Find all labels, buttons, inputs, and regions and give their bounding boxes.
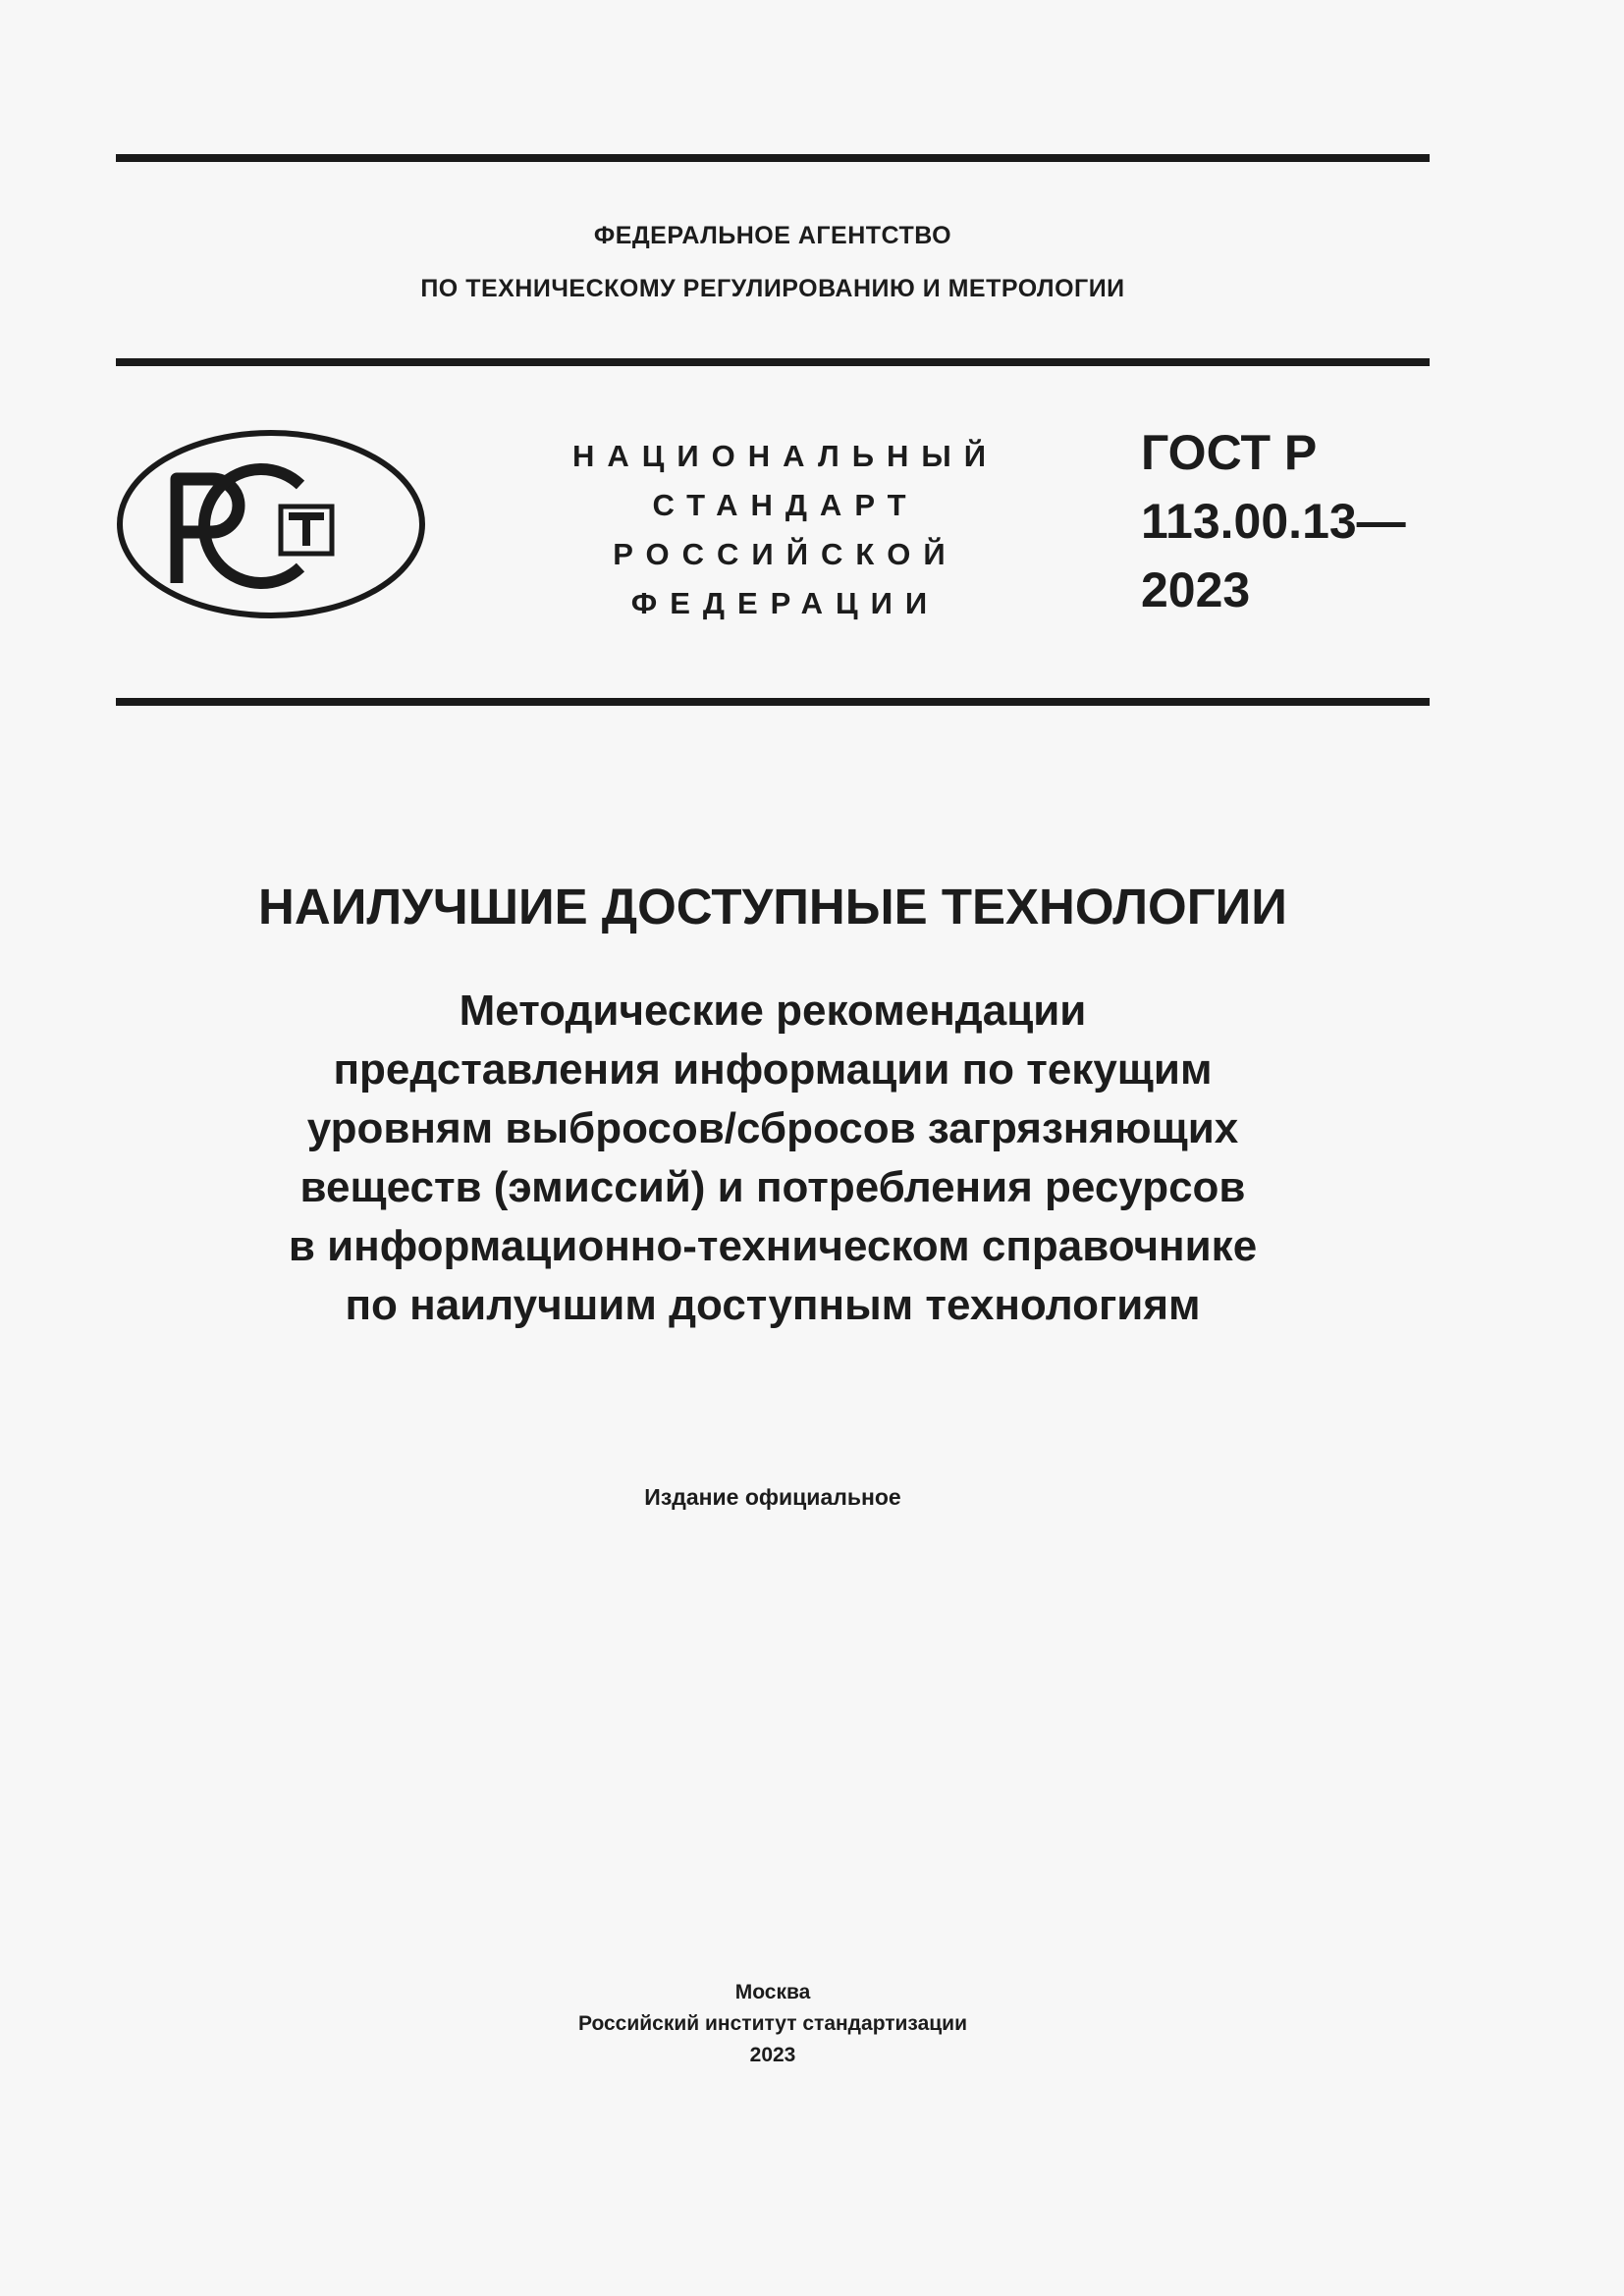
subtitle-line: по наилучшим доступным технологиям: [345, 1281, 1201, 1329]
document-title: НАИЛУЧШИЕ ДОСТУПНЫЕ ТЕХНОЛОГИИ: [258, 879, 1287, 934]
subtitle-line: Методические рекомендации: [459, 987, 1087, 1035]
national-standard-line: ФЕДЕРАЦИИ: [630, 586, 941, 620]
imprint-year: 2023: [749, 2044, 796, 2066]
edition-label: Издание официальное: [644, 1484, 901, 1510]
national-standard-line: СТАНДАРТ: [652, 488, 919, 522]
section-rule: [116, 698, 1430, 706]
imprint-publisher: Российский институт стандартизации: [577, 2012, 968, 2035]
document-subtitle: [116, 982, 1430, 1335]
national-standard-line: НАЦИОНАЛЬНЫЙ: [571, 439, 1000, 473]
agency-name-line-2: ПО ТЕХНИЧЕСКОМУ РЕГУЛИРОВАНИЮ И МЕТРОЛОГИИ: [420, 275, 1125, 302]
designation-line: 113.00.13—: [1141, 494, 1406, 549]
designation-line: ГОСТ Р: [1141, 425, 1318, 480]
standard-designation: [1141, 418, 1406, 624]
imprint-city: Москва: [734, 1981, 811, 2003]
header-rule: [116, 358, 1430, 366]
subtitle-line: уровням выбросов/сбросов загрязняющих: [306, 1104, 1239, 1152]
subtitle-line: в информационно-техническом справочнике: [288, 1222, 1258, 1270]
national-standard-label: [550, 432, 1021, 628]
designation-line: 2023: [1141, 562, 1251, 617]
imprint: [116, 1977, 1430, 2071]
top-rule: [116, 154, 1430, 162]
agency-name-line-1: ФЕДЕРАЛЬНОЕ АГЕНТСТВО: [593, 222, 952, 249]
national-standard-line: РОССИЙСКОЙ: [613, 537, 958, 571]
rst-certification-mark-icon: [116, 428, 426, 620]
subtitle-line: представления информации по текущим: [333, 1045, 1213, 1094]
subtitle-line: веществ (эмиссий) и потребления ресурсов: [299, 1163, 1246, 1211]
